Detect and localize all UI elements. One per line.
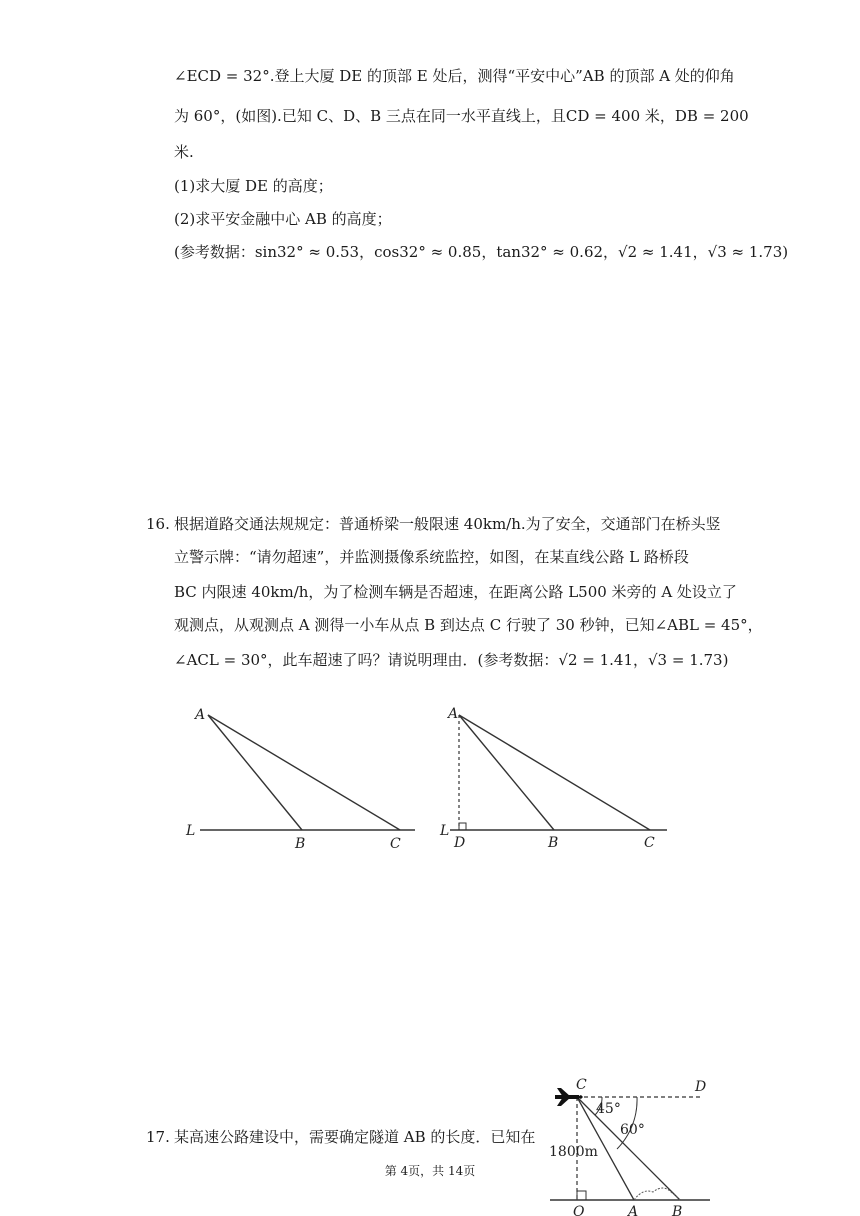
- q16-figure-2: [435, 700, 675, 860]
- label-angle-45: 45°: [596, 1101, 621, 1117]
- label-C: C: [390, 836, 401, 852]
- q16-figure-1: [180, 700, 420, 860]
- q16-line-5: ∠ACL = 30°，此车超速了吗？请说明理由．(参考数据：√2 = 1.41，√3 = 1.73): [174, 651, 729, 669]
- label-angle-60: 60°: [620, 1122, 645, 1138]
- label-L: L: [440, 823, 450, 839]
- label-B: B: [672, 1204, 683, 1216]
- right-angle-mark: [577, 1191, 586, 1200]
- q15-line-1: ∠ECD = 32°.登上大厦 DE 的顶部 E 处后，测得“平安中心”AB 的顶部 A 处的仰角: [174, 67, 735, 85]
- segment-AC: [208, 715, 400, 830]
- label-L: L: [186, 823, 196, 839]
- label-D: D: [695, 1079, 707, 1095]
- q16-line-4: 观测点，从观测点 A 测得一小车从点 B 到达点 C 行驶了 30 秒钟，已知∠ABL = 45°，: [174, 616, 763, 634]
- label-D: D: [454, 835, 466, 851]
- q17-figure: [545, 1076, 715, 1216]
- q15-subquestion-1: (1)求大厦 DE 的高度；: [174, 177, 333, 195]
- segment-AC: [459, 715, 650, 830]
- segment-AB: [459, 715, 554, 830]
- q16-line-3: BC 内限速 40km/h，为了检测车辆是否超速，在距离公路 L500 米旁的 A 处设立了: [174, 583, 737, 601]
- label-B: B: [548, 835, 559, 851]
- right-angle-mark: [459, 823, 466, 830]
- q16-line-1: 根据道路交通法规规定：普通桥梁一般限速 40km/h.为了安全，交通部门在桥头竖: [174, 515, 721, 533]
- label-B: B: [295, 836, 306, 852]
- page-footer: 第 4页，共 14页: [384, 1164, 476, 1178]
- q17-number: 17.: [146, 1128, 170, 1146]
- q16-number: 16.: [146, 515, 170, 533]
- label-A: A: [448, 706, 459, 722]
- label-height: 1800m: [549, 1144, 598, 1160]
- q15-reference-data: (参考数据：sin32° ≈ 0.53，cos32° ≈ 0.85，tan32° ≈ 0.62，√2 ≈ 1.41，√3 ≈ 1.73): [174, 243, 789, 261]
- q15-line-2: 为 60°，(如图).已知 C、D、B 三点在同一水平直线上，且CD = 400 米，DB = 200: [174, 107, 749, 125]
- segment-AB: [208, 715, 302, 830]
- label-C: C: [576, 1077, 587, 1093]
- label-A: A: [195, 707, 206, 723]
- q17-line-1: 某高速公路建设中，需要确定隧道 AB 的长度．已知在: [174, 1128, 536, 1146]
- q15-subquestion-2: (2)求平安金融中心 AB 的高度；: [174, 210, 392, 228]
- label-O: O: [573, 1204, 585, 1216]
- label-A: A: [628, 1204, 639, 1216]
- label-C: C: [644, 835, 655, 851]
- q16-line-2: 立警示牌：“请勿超速”，并监测摄像系统监控，如图，在某直线公路 L 路桥段: [174, 548, 689, 566]
- q15-line-3: 米.: [174, 143, 194, 161]
